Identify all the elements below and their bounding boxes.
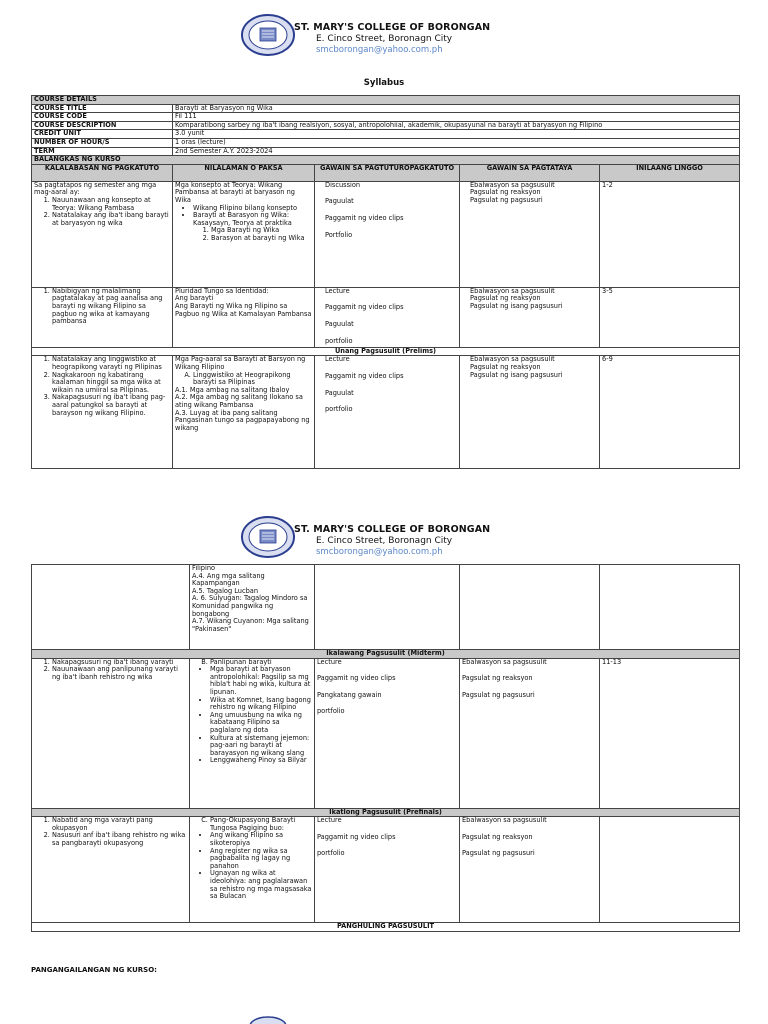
outcomes-cell: 1. Nabibigyan ng malalimang pagtatalakay at pag aanalisa ang barayti ng wikang Filipino sa pagbuo ng wika at kamayang pambansa [32,287,173,347]
table-row [32,658,740,808]
outcomes-cell: 1. Nakapagsusuri ng iba't ibang varayti 2. Nauunawaan ang panlipunang varayti ng iba't ibanh rehistro ng wika [32,658,190,808]
course-detail-row: CREDIT UNIT 3.0 yunit [32,130,740,139]
course-outline-header: BALANGKAS NG KURSO [32,156,740,165]
page-header [0,14,768,62]
content-cell: Filipino A.4. Ang mga salitang Kapampangan A.5. Tagalog Lucban A. 6. Sulyugan: Tagalog Mindoro sa Komunidad pangwika ng bongabong A.7. Wikang Cuyanon: Mga salitang "Pakinasen" [190,565,315,650]
weeks-cell [600,817,740,923]
document-title: Syllabus [363,78,405,88]
content-cell: Pluridad Tungo sa Identidad: Ang barayti Ang Barayti ng Wika ng Filipino sa Pagbuo ng Wika at Kamalayan Pambansa [173,287,315,347]
teaching-cell: Lecture Paggamit ng video clips Paguulat portfolio [315,287,460,347]
assessment-cell: Ebalwasyon sa pagsusulit Pagsulat ng reaksyon Pagsulat ng isang pagsusuri [460,287,600,347]
school-name: ST. MARY'S COLLEGE OF BORONGAN [294,22,491,33]
table-row [32,181,740,287]
content-cell: C. Pang-Okupasyong Barayti Tungosa Pagiging buo: • Ang wikang Filipino sa sikoteropiya • Ang register ng wika sa pagbabalita ng lagay ng panahon • Ugnayan ng wika at ideolohiya: ang paglalarawan sa rehistro ng mga magsasaka sa Bulacan [190,817,315,923]
content-cell: Mga konsepto at Teorya: Wikang Pambansa at barayti at baryason ng Wika • Wikang Filipino bilang konsepto • Barayti at Barasyon ng Wika: Kasaysayn, Teorya at praktika 1. Mga Barayti ng Wika 2. Barasyon at barayti ng Wika [173,181,315,287]
teaching-cell: Lecture Paggamit ng video clips Paguulat portfolio [315,356,460,469]
weeks-cell: 6-9 [600,356,740,469]
syllabus-table [31,95,740,469]
col-teaching: GAWAIN SA PAGTUTUROPAGKATUTO [315,164,460,181]
course-requirements-label: PANGANGAILANGAN NG KURSO: [31,966,157,974]
course-detail-row: TERM 2nd Semester A.Y. 2023-2024 [32,147,740,156]
assessment-cell: Ebalwasyon sa pagsusulit Pagsulat ng reaksyon Pagsulat ng isang pagsusuri [460,356,600,469]
school-name: ST. MARY'S COLLEGE OF BORONGAN [294,524,491,535]
assessment-cell: Ebalwasyon sa pagsusulit Pagsulat ng reaksyon Pagsulat ng pagsusuri [460,181,600,287]
course-detail-row: COURSE DESCRIPTION Komparatibong sarbey ng iba't ibang realsiyon, sosyal, antropolohiial, akademik, okupasyunal na barayti at baryasyon ng Filipino [32,121,740,130]
course-detail-row: NUMBER OF HOUR/S 1 oras (lecture) [32,138,740,147]
table-row [32,287,740,347]
teaching-cell: Lecture Paggamit ng video clips portfolio [315,817,460,923]
course-detail-row: COURSE TITLE Barayti at Baryasyon ng Wika [32,104,740,113]
school-address: E. Cinco Street, Boronagn City [316,34,453,44]
syllabus-table-continued [31,564,740,932]
content-cell: B. Panlipunan barayti • Mga barayti at baryason antropolohikal: Pagsilip sa mg hibla't habi ng wika, kultura at lipunan. • Wika at Komnet, Isang bagong rehistro ng wikang Filipino • Ang umuusbung na wika ng kabataang Filipino sa paglalaro ng dota • Kultura at sistemang jejemon: pag-aari ng barayti at barayasyon ng wikang slang • Lenggwaheng Pinoy sa Bilyar [190,658,315,808]
teaching-cell: Lecture Paggamit ng video clips Pangkatang gawain portfolio [315,658,460,808]
exam-row-midterm: Ikalawang Pagsusulit (Midterm) [32,650,740,659]
assessment-cell: Ebalwasyon sa pagsusulit Pagsulat ng reaksyon Pagsulat ng pagsusuri [460,658,600,808]
course-detail-row: COURSE CODE Fil 111 [32,113,740,122]
outcomes-cell [32,565,190,650]
assessment-cell [460,565,600,650]
content-cell: Mga Pag-aaral sa Barayti at Barsyon ng Wikang Filipino A. Linggwistiko at Heograpikong barayti sa Pilipinas A.1. Mga ambag na salitang Ibaloy A.2. Mga ambag ng salitang Ilokano sa ating wikang Pambansa A.3. Luyag at iba pang salitang Pangasinan tungo sa pagpapayabong ng wikang [173,356,315,469]
outcomes-cell: Sa pagtatapos ng semester ang mga mag-aaral ay: 1. Nauunawaan ang konsepto at Teorya: Wikang Pambasa 2. Natatalakay ang iba't ibang barayti at baryasyon ng wika [32,181,173,287]
teaching-cell [315,565,460,650]
table-row [32,817,740,923]
course-details-header: COURSE DETAILS [32,96,740,105]
outcomes-cell: 1. Natatalakay ang linggwistiko at heograpikong varayti ng Pilipinas 2. Nagkakaroon ng kabatirang kaalaman hinggil sa mga wika at wikain na umiiral sa Pilipinas. 3. Nakapagsusuri ng iba't ibang pag-aaral patungkol sa barayti at barayson ng wikang Filipino. [32,356,173,469]
page-header-2 [0,516,768,564]
exam-row-finals: PANGHULING PAGSUSULIT [32,923,740,932]
school-address: E. Cinco Street, Boronagn City [316,536,453,546]
weeks-cell: 1-2 [600,181,740,287]
table-row [32,565,740,650]
col-weeks: INILAANG LINGGO [600,164,740,181]
weeks-cell: 11-13 [600,658,740,808]
table-row [32,356,740,469]
college-seal-icon [240,516,296,558]
college-seal-icon [248,1016,288,1024]
teaching-cell: Discussion Paguulat Paggamit ng video clips Portfolio [315,181,460,287]
weeks-cell [600,565,740,650]
school-email[interactable]: smcborongan@yahoo.com.ph [316,45,443,55]
college-seal-icon [240,14,296,56]
exam-row-prefinals: Ikatlong Pagsusulit (Prefinals) [32,808,740,817]
exam-row-prelims: Unang Pagsusulit (Prelims) [32,347,740,356]
assessment-cell: Ebalwasyon sa pagsusulit Pagsulat ng reaksyon Pagsulat ng pagsusuri [460,817,600,923]
col-content: NILALAMAN O PAKSA [173,164,315,181]
column-headers [32,164,740,181]
weeks-cell: 3-5 [600,287,740,347]
col-assessment: GAWAIN SA PAGTATAYA [460,164,600,181]
school-email[interactable]: smcborongan@yahoo.com.ph [316,547,443,557]
col-outcomes: KALALABASAN NG PAGKATUTO [32,164,173,181]
outcomes-cell: 1. Nabatid ang mga varayti pang okupasyon 2. Nasusuri anf iba't ibang rehistro ng wika sa pangbarayti okupasyong [32,817,190,923]
